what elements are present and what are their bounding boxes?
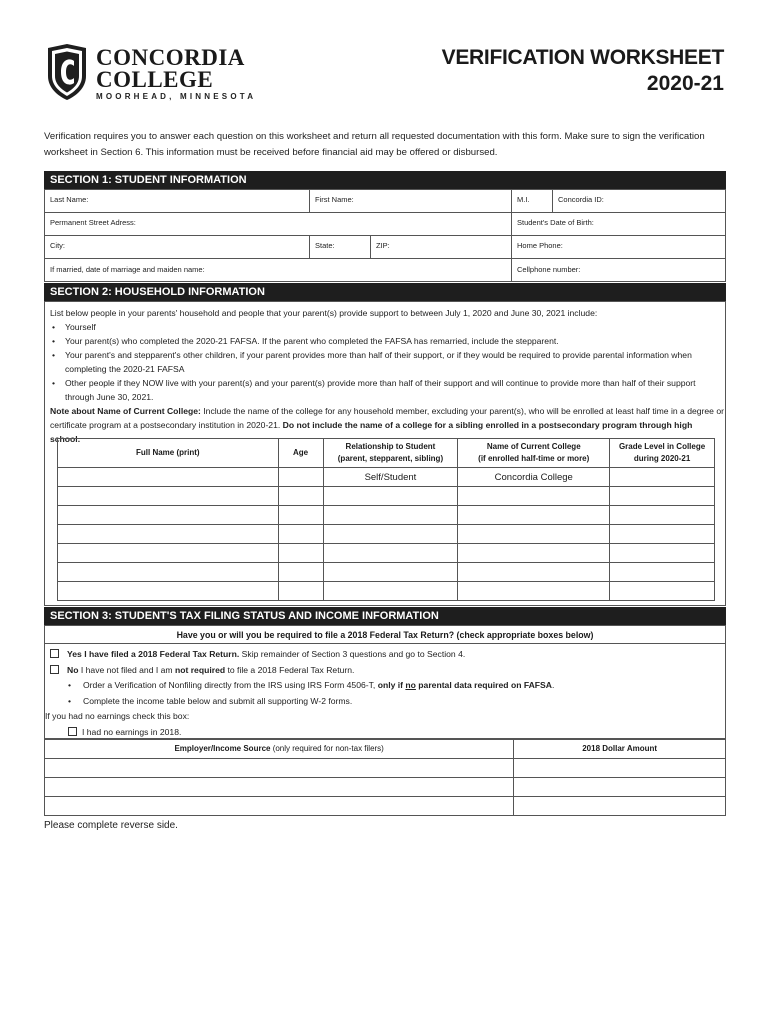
street-address-field[interactable]: Permanent Street Adress:	[50, 218, 136, 227]
date-of-birth-field[interactable]: Student's Date of Birth:	[517, 218, 594, 227]
marriage-info-field[interactable]: If married, date of marriage and maiden name:	[50, 265, 205, 274]
first-name-field[interactable]: First Name:	[315, 195, 354, 204]
col-full-name: Full Name (print)	[58, 439, 279, 468]
last-name-field[interactable]: Last Name:	[50, 195, 89, 204]
table-row	[58, 468, 715, 487]
col-age: Age	[278, 439, 323, 468]
table-row[interactable]	[58, 563, 715, 582]
col-relationship: Relationship to Student (parent, stepparent, sibling)	[323, 439, 458, 468]
table-row[interactable]	[58, 487, 715, 506]
bullet-item: • Yourself	[50, 320, 724, 334]
income-table	[44, 739, 726, 816]
concordia-shield-logo	[44, 44, 90, 100]
bullet-item: • Other people if they NOW live with your parent(s) and your parent(s) provide more than half of their support and will continue to provide more than half of their support through June 30, 2021.	[50, 376, 724, 404]
intro-paragraph: Verification requires you to answer each question on this worksheet and return all requested documentation with this form. Make sure to sign the verification worksheet in Section 6. This information must be received before financial aid may be offered or disbursed.	[44, 131, 705, 158]
document-title: VERIFICATION WORKSHEET	[441, 46, 724, 69]
concordia-id-field[interactable]: Concordia ID:	[558, 195, 604, 204]
col-college: Name of Current College (if enrolled half-time or more)	[458, 439, 610, 468]
col-employer: Employer/Income Source (only required for non-tax filers)	[45, 740, 514, 759]
table-row[interactable]	[58, 525, 715, 544]
table-row[interactable]	[58, 582, 715, 601]
option-no: No I have not filed and I am not required to file a 2018 Federal Tax Return.	[50, 663, 720, 679]
reverse-side-note: Please complete reverse side.	[44, 820, 178, 831]
yes-checkbox[interactable]	[50, 649, 59, 658]
no-earnings-lead: If you had no earnings check this box:	[45, 711, 190, 721]
table-row[interactable]	[58, 506, 715, 525]
cellphone-field[interactable]: Cellphone number:	[517, 265, 581, 274]
home-phone-field[interactable]: Home Phone:	[517, 241, 563, 250]
logo-location: MOORHEAD, MINNESOTA	[96, 92, 257, 101]
bullet-item: • Your parent's and stepparent's other children, if your parent provides more than half of their support, or if they would be required to provide parental information when completing the 2020-21 FAFSA	[50, 348, 724, 376]
table-row[interactable]	[58, 544, 715, 563]
city-field[interactable]: City:	[50, 241, 65, 250]
tax-options	[45, 647, 720, 740]
note-warning: Do not include the name of a college for a sibling enrolled in a postsecondary program through high school.	[50, 420, 693, 444]
section1-grid	[44, 189, 726, 282]
no-checkbox[interactable]	[50, 665, 59, 674]
col-dollar-amount: 2018 Dollar Amount	[514, 740, 726, 759]
col-grade: Grade Level in College during 2020-21	[610, 439, 715, 468]
household-table	[57, 438, 715, 601]
section3-header: SECTION 3: STUDENT'S TAX FILING STATUS AND INCOME INFORMATION	[44, 607, 726, 626]
no-instruction-1: • Order a Verification of Nonfiling directly from the IRS using IRS Form 4506-T, only if no parental data required on FAFSA.	[50, 678, 720, 694]
no-earnings-checkbox[interactable]	[68, 727, 77, 736]
income-table-header	[45, 740, 726, 759]
bullet-item: • Your parent(s) who completed the 2020-21 FAFSA. If the parent who completed the FAFSA has remarried, include the stepparent.	[50, 334, 724, 348]
relationship-cell: Self/Student	[323, 468, 458, 487]
tax-return-question: Have you or will you be required to file a 2018 Federal Tax Return? (check appropriate boxes below)	[44, 626, 726, 644]
table-row[interactable]	[45, 759, 726, 778]
no-instruction-2: • Complete the income table below and submit all supporting W-2 forms.	[50, 694, 720, 710]
middle-initial-field[interactable]: M.I.	[517, 195, 530, 204]
section2-header: SECTION 2: HOUSEHOLD INFORMATION	[44, 283, 726, 302]
grade-cell[interactable]	[610, 468, 715, 487]
no-earnings-option: I had no earnings in 2018.	[50, 725, 720, 741]
table-row[interactable]	[45, 778, 726, 797]
note-body: Include the name of the college for any household member, excluding your parent(s), who will be enrolled at least half time in a degree or certificate program at a postsecondary institution in 2020-21.	[50, 406, 724, 430]
section2-lead: List below people in your parents' household and people that your parent(s) provide support to between July 1, 2020 and June 30, 2021 include:	[50, 308, 598, 318]
name-cell[interactable]	[58, 468, 279, 487]
college-cell: Concordia College	[458, 468, 610, 487]
section2-instructions	[50, 306, 724, 446]
option-yes: Yes I have filed a 2018 Federal Tax Return. Skip remainder of Section 3 questions and go to Section 4.	[50, 647, 720, 663]
note-heading: Note about Name of Current College:	[50, 406, 201, 416]
logo-wordmark-college: COLLEGE	[96, 67, 214, 92]
zip-field[interactable]: ZIP:	[376, 241, 390, 250]
age-cell[interactable]	[278, 468, 323, 487]
section1-header: SECTION 1: STUDENT INFORMATION	[44, 171, 726, 190]
state-field[interactable]: State:	[315, 241, 335, 250]
document-year: 2020-21	[646, 72, 724, 95]
logo-wordmark-concordia: CONCORDIA	[96, 45, 245, 70]
household-table-header	[58, 439, 715, 468]
table-row[interactable]	[45, 797, 726, 816]
